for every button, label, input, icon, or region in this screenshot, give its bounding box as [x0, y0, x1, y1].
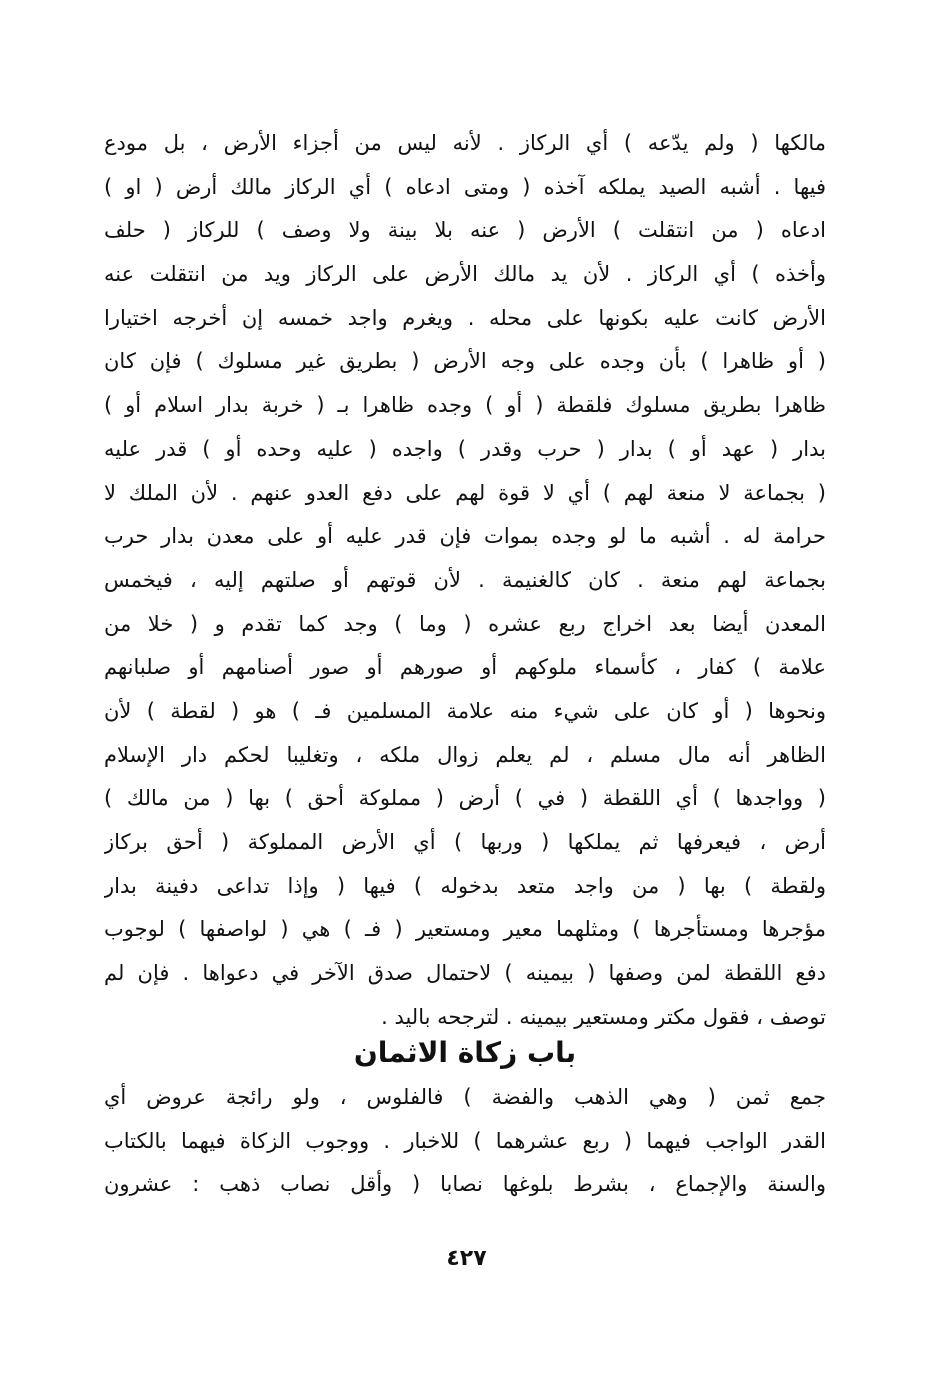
body-text-top	[104, 122, 826, 1039]
text-line: مالكها ( ولم يدّعه ) أي الركاز . لأنه ليس من أجزاء الأرض ، بل مودع	[104, 131, 826, 155]
text-line: أرض ، فيعرفها ثم يملكها ( وربها ) أي الأرض المملوكة ( أحق بركاز	[104, 830, 826, 854]
text-line: فيها . أشبه الصيد يملكه آخذه ( ومتى ادعاه ) أي الركاز مالك أرض ( او )	[104, 174, 826, 199]
text-line: الأرض كانت عليه بكونها على محله . ويغرم واجد خمسه إن أخرجه اختيارا	[104, 305, 826, 330]
text-line: ونحوها ( أو كان على شيء منه علامة المسلمين فـ ) هو ( لقطة ) لأن	[104, 698, 826, 723]
text-line: حرامة له . أشبه ما لو وجده بموات فإن قدر عليه أو على معدن بدار حرب	[104, 524, 826, 549]
text-line: ظاهرا بطريق مسلوك فلقطة ( أو ) وجده ظاهرا بـ ( خربة بدار اسلام أو )	[104, 393, 826, 418]
text-line: والسنة والإجماع ، بشرط بلوغها نصابا ( وأقل نصاب ذهب : عشرون	[104, 1172, 826, 1197]
text-line: مؤجرها ومستأجرها ) ومثلهما معير ومستعير ( فـ ) هي ( لواصفها ) لوجوب	[104, 917, 826, 942]
section-heading: باب زكاة الاثمان	[353, 1036, 577, 1069]
text-line: ( بجماعة لا منعة لهم ) أي لا قوة لهم على دفع العدو عنهم . لأن الملك لا	[104, 480, 826, 505]
page-number: ٤٢٧	[446, 1246, 487, 1271]
text-line: ( وواجدها ) أي اللقطة ( في ) أرض ( مملوكة أحق ) بها ( من مالك )	[104, 786, 826, 811]
text-line: دفع اللقطة لمن وصفها ( بيمينه ) لاحتمال صدق الآخر في دعواها . فإن لم	[104, 961, 826, 986]
text-line: بجماعة لهم منعة . كان كالغنيمة . لأن قوتهم أو صلتهم إليه ، فيخمس	[104, 567, 826, 592]
body-text-bottom	[104, 1076, 826, 1207]
text-line: وأخذه ) أي الركاز . لأن يد مالك الأرض على الركاز ويد من انتقلت عنه	[104, 262, 826, 287]
text-line: القدر الواجب فيهما ( ربع عشرهما ) للاخبار . ووجوب الزكاة فيهما بالكتاب	[104, 1128, 826, 1153]
text-line: توصف ، فقول مكتر ومستعير بيمينه . لترجحه باليد .	[381, 1004, 826, 1029]
text-line: المعدن أيضا بعد اخراج ربع عشره ( وما ) وجد كما تقدم و ( خلا من	[104, 611, 826, 636]
text-line: ادعاه ( من انتقلت ) الأرض ( عنه بلا بينة ولا وصف ) للركاز ( حلف	[104, 218, 826, 243]
text-line: الظاهر أنه مال مسلم ، لم يعلم زوال ملكه ، وتغليبا لحكم دار الإسلام	[104, 742, 826, 767]
text-line: ( أو ظاهرا ) بأن وجده على وجه الأرض ( بطريق غير مسلوك ) فإن كان	[104, 349, 826, 374]
text-line: ولقطة ) بها ( من واجد متعد بدخوله ) فيها ( وإذا تداعى دفينة بدار	[104, 873, 826, 898]
text-line: علامة ) كفار ، كأسماء ملوكهم أو صورهم أو صور أصنامهم أو صلبانهم	[104, 655, 826, 680]
text-line: بدار ( عهد أو ) بدار ( حرب وقدر ) واجده ( عليه وحده أو ) قدر عليه	[104, 436, 826, 461]
text-line: جمع ثمن ( وهي الذهب والفضة ) فالفلوس ، ولو رائجة عروض أي	[104, 1085, 826, 1109]
